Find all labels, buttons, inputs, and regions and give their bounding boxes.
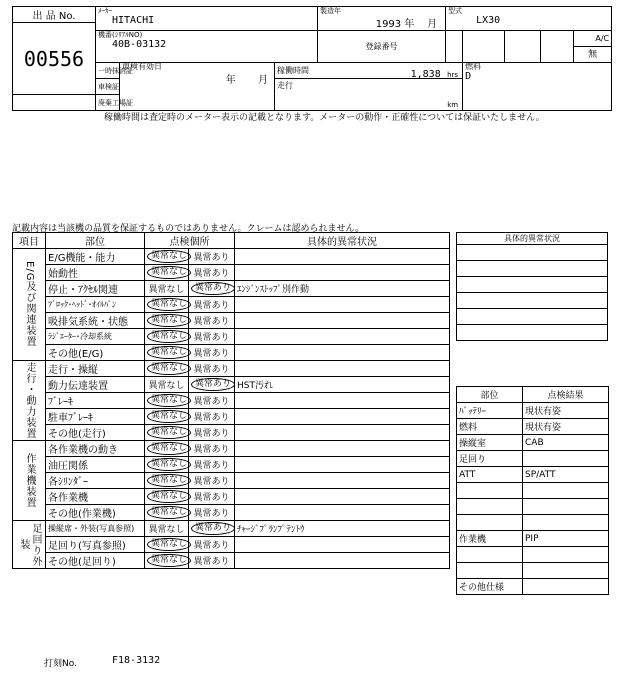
status-ok-cell <box>145 377 189 393</box>
results-value <box>523 563 609 579</box>
model-value: LX30 <box>476 15 501 26</box>
inspection-detail <box>235 537 450 553</box>
inspection-detail: ﾁｬｰｼﾞﾌﾟﾗﾝﾌﾟﾃﾝﾄｳ <box>235 521 450 537</box>
inspection-part: 動力伝達装置 <box>46 377 145 393</box>
results-part <box>457 515 523 531</box>
inspection-part: その他(作業機) <box>46 505 145 521</box>
inspection-part: 操縦席・外装(写真参照) <box>46 521 145 537</box>
inspection-detail <box>235 425 450 441</box>
reg-box-4 <box>541 31 574 63</box>
hours-label: 稼働時間 <box>275 63 463 79</box>
results-value: 現状有姿 <box>523 403 609 419</box>
status-ok: 異常なし <box>147 506 191 519</box>
lot-number: 00556 <box>13 23 96 95</box>
inspection-row <box>13 425 450 441</box>
inspect-valid-label: 車検有効日 <box>122 62 162 71</box>
status-ok-cell <box>145 249 189 265</box>
results-value: 現状有姿 <box>523 419 609 435</box>
status-ok: 異常なし <box>148 525 185 535</box>
status-ok-cell <box>145 361 189 377</box>
inspection-detail <box>235 265 450 281</box>
status-ok-cell <box>145 441 189 457</box>
inspection-detail: ｴﾝｼﾞﾝｽﾄｯﾌﾟ別作動 <box>235 281 450 297</box>
maker-label: ﾒｰｶｰ <box>98 7 112 15</box>
status-ng-cell <box>189 313 235 329</box>
results-row <box>457 515 609 531</box>
status-ng-cell <box>189 265 235 281</box>
inspect-year-unit: 年 <box>225 75 236 86</box>
status-ng: 異常あり <box>193 269 230 279</box>
status-ok-cell <box>145 281 189 297</box>
inspection-category: E/G及び関連装置 <box>13 249 46 361</box>
status-ng: 異常あり <box>193 253 230 263</box>
inspection-category: 作業機装置 <box>13 441 46 521</box>
status-ok: 異常なし <box>148 285 185 295</box>
status-ng-cell <box>189 393 235 409</box>
inspection-row <box>13 505 450 521</box>
col-detail-header: 具体的異常状況 <box>235 233 450 249</box>
results-part <box>457 499 523 515</box>
inspection-part: 吸排気系統・状態 <box>46 313 145 329</box>
status-ok-cell <box>145 425 189 441</box>
status-ng-cell <box>189 553 235 569</box>
status-ok: 異常なし <box>147 346 191 359</box>
status-ok: 異常なし <box>147 298 191 311</box>
results-value: PIP <box>523 531 609 547</box>
status-ng-cell <box>189 409 235 425</box>
inspection-row <box>13 441 450 457</box>
inspection-row <box>13 297 450 313</box>
status-ng: 異常あり <box>193 445 230 455</box>
temp-label: 一時抹消証 <box>96 63 120 79</box>
year-cell <box>318 7 446 31</box>
inspection-row <box>13 409 450 425</box>
inspection-detail <box>235 473 450 489</box>
inspection-detail: HST汚れ <box>235 377 450 393</box>
status-ok: 異常なし <box>147 442 191 455</box>
year-label: 製造年 <box>320 7 342 15</box>
status-ng: 異常あり <box>193 317 230 327</box>
status-ng: 異常あり <box>193 413 230 423</box>
status-ok: 異常なし <box>147 410 191 423</box>
right-detail-table <box>456 232 608 341</box>
inspection-part: 停止・ｱｸｾﾙ関連 <box>46 281 145 297</box>
col-part-header: 部位 <box>46 233 145 249</box>
inspection-row <box>13 393 450 409</box>
results-part <box>457 563 523 579</box>
fuel-label: 燃料 <box>465 62 482 71</box>
status-ng: 異常あり <box>193 557 230 567</box>
inspection-detail <box>235 297 450 313</box>
status-ng: 異常あり <box>193 541 230 551</box>
right-detail-header: 具体的異常状況 <box>457 233 608 245</box>
inspection-detail <box>235 489 450 505</box>
inspection-row <box>13 377 450 393</box>
inspection-part: 駐車ﾌﾞﾚｰｷ <box>46 409 145 425</box>
note-hours: 稼働時間は査定時のメーター表示の記載となります。メーターの動作・正確性については保証いたしません。 <box>104 113 545 123</box>
results-row <box>457 483 609 499</box>
inspection-detail <box>235 249 450 265</box>
inspection-row <box>13 249 450 265</box>
status-ok-cell <box>145 521 189 537</box>
model-label: 型式 <box>448 7 463 15</box>
results-value <box>523 547 609 563</box>
status-ng-cell <box>189 505 235 521</box>
hours-unit: hrs <box>447 71 459 79</box>
inspection-detail <box>235 345 450 361</box>
abolish-label: 廃棄工場証 <box>96 95 120 111</box>
results-row <box>457 403 609 419</box>
status-ng: 異常あり <box>191 522 235 535</box>
results-part: ATT <box>457 467 523 483</box>
header-table <box>12 6 612 111</box>
status-ng: 異常あり <box>193 301 230 311</box>
results-row <box>457 531 609 547</box>
results-col-result: 点検結果 <box>523 387 609 403</box>
status-ng: 異常あり <box>193 349 230 359</box>
status-ok-cell <box>145 409 189 425</box>
inspection-detail <box>235 393 450 409</box>
inspection-row <box>13 265 450 281</box>
results-row <box>457 563 609 579</box>
km-unit: km <box>447 101 459 109</box>
inspection-detail <box>235 441 450 457</box>
status-ok-cell <box>145 313 189 329</box>
results-row <box>457 435 609 451</box>
status-ok: 異常なし <box>147 426 191 439</box>
results-value <box>523 515 609 531</box>
status-ng-cell <box>189 249 235 265</box>
results-value: CAB <box>523 435 609 451</box>
inspection-row <box>13 345 450 361</box>
results-part: 足回り <box>457 451 523 467</box>
inspection-part: 各作業機 <box>46 489 145 505</box>
status-ok-cell <box>145 393 189 409</box>
inspection-part: その他(走行) <box>46 425 145 441</box>
status-ok: 異常なし <box>147 314 191 327</box>
inspection-row <box>13 537 450 553</box>
results-part: その他仕様 <box>457 579 523 595</box>
status-ng-cell <box>189 521 235 537</box>
results-value <box>523 499 609 515</box>
status-ng-cell <box>189 297 235 313</box>
status-ng-cell <box>189 377 235 393</box>
results-part: 操縦室 <box>457 435 523 451</box>
inspection-part: E/G機能・能力 <box>46 249 145 265</box>
note-quality: 記載内容は当該機の品質を保証するものではありません。クレームは認められません。 <box>12 224 365 234</box>
inspection-row <box>13 473 450 489</box>
status-ng-cell <box>189 425 235 441</box>
month-unit: 月 <box>427 19 438 30</box>
serial-label: 機番(ｼﾘｱﾙNO) <box>98 31 143 39</box>
results-row <box>457 547 609 563</box>
right-detail-row <box>457 245 608 261</box>
results-table <box>456 386 609 595</box>
inspection-detail <box>235 553 450 569</box>
reg-box-1 <box>446 31 463 63</box>
results-value <box>523 579 609 595</box>
inspection-part: 各作業機の動き <box>46 441 145 457</box>
status-ok: 異常なし <box>147 250 191 263</box>
inspection-row <box>13 457 450 473</box>
model-cell <box>446 7 612 31</box>
status-ok: 異常なし <box>147 330 191 343</box>
results-row <box>457 499 609 515</box>
inspection-table <box>12 232 450 569</box>
status-ng: 異常あり <box>193 509 230 519</box>
inspection-detail <box>235 409 450 425</box>
results-row <box>457 467 609 483</box>
results-value <box>523 483 609 499</box>
maker-value: HITACHI <box>112 15 155 26</box>
status-ok-cell <box>145 553 189 569</box>
inspection-part: 始動性 <box>46 265 145 281</box>
inspection-part: 各ｼﾘﾝﾀﾞｰ <box>46 473 145 489</box>
results-row <box>457 451 609 467</box>
status-ok: 異常なし <box>147 458 191 471</box>
status-ng-cell <box>189 537 235 553</box>
status-ng: 異常あり <box>193 493 230 503</box>
inspection-category: 足回り外装 <box>13 521 46 569</box>
status-ok-cell <box>145 457 189 473</box>
status-ok-cell <box>145 345 189 361</box>
status-ok: 異常なし <box>147 394 191 407</box>
status-ng: 異常あり <box>193 477 230 487</box>
status-ng: 異常あり <box>193 333 230 343</box>
right-detail-row <box>457 261 608 277</box>
status-ng-cell <box>189 281 235 297</box>
right-detail-row <box>457 293 608 309</box>
inspection-detail <box>235 505 450 521</box>
inspection-row <box>13 313 450 329</box>
status-ok-cell <box>145 505 189 521</box>
inspection-part: ﾌﾞﾛｯｸ･ﾍｯﾄﾞ･ｵｲﾙﾊﾟﾝ <box>46 297 145 313</box>
inspection-part: ﾗｼﾞｴｰﾀｰ･冷却系統 <box>46 329 145 345</box>
results-row <box>457 579 609 595</box>
inspection-row <box>13 521 450 537</box>
status-ng-cell <box>189 361 235 377</box>
reg-label: 登録番号 <box>318 31 446 63</box>
ac-value: 無 <box>574 47 612 63</box>
inspection-row <box>13 553 450 569</box>
status-ng-cell <box>189 489 235 505</box>
col-item-header: 項目 <box>13 233 46 249</box>
year-unit: 年 <box>404 19 415 30</box>
status-ng: 異常あり <box>193 461 230 471</box>
right-detail-row <box>457 309 608 325</box>
status-ok-cell <box>145 329 189 345</box>
run-label: 走行 <box>277 81 293 90</box>
inspection-row <box>13 281 450 297</box>
status-ng: 異常あり <box>193 429 230 439</box>
results-value <box>523 451 609 467</box>
status-ok-cell <box>145 473 189 489</box>
hours-value: 1,838 <box>410 69 441 80</box>
year-value: 1993 <box>375 19 402 30</box>
results-part <box>457 483 523 499</box>
status-ok-cell <box>145 537 189 553</box>
right-detail-row <box>457 277 608 293</box>
status-ok: 異常なし <box>147 490 191 503</box>
lot-label: 出 品 No. <box>13 7 96 23</box>
fuel-value: D <box>465 71 472 82</box>
serial-value: 40B-03132 <box>112 39 167 50</box>
results-part: 燃料 <box>457 419 523 435</box>
inspection-part: その他(足回り) <box>46 553 145 569</box>
results-part <box>457 547 523 563</box>
inspection-part: 足回り(写真参照) <box>46 537 145 553</box>
maker-cell <box>96 7 318 31</box>
fuel-cell <box>463 63 612 111</box>
inspection-part: 油圧関係 <box>46 457 145 473</box>
inspection-detail <box>235 329 450 345</box>
inspection-row <box>13 489 450 505</box>
inspection-detail <box>235 457 450 473</box>
inspect-month-unit: 月 <box>258 75 268 86</box>
inspection-row <box>13 329 450 345</box>
results-part: ﾊﾞｯﾃﾘｰ <box>457 403 523 419</box>
inspection-part: その他(E/G) <box>46 345 145 361</box>
results-value: SP/ATT <box>523 467 609 483</box>
results-part: 作業機 <box>457 531 523 547</box>
status-ng-cell <box>189 457 235 473</box>
status-ok: 異常なし <box>147 538 191 551</box>
status-ng: 異常あり <box>193 365 230 375</box>
status-ng-cell <box>189 473 235 489</box>
inspection-part: ﾌﾞﾚｰｷ <box>46 393 145 409</box>
serial-cell <box>96 31 318 63</box>
engraving-value: F18-3132 <box>112 655 161 666</box>
inspection-row <box>13 361 450 377</box>
inspection-detail <box>235 313 450 329</box>
status-ng: 異常あり <box>193 397 230 407</box>
status-ng: 異常あり <box>191 282 235 295</box>
ac-label: A/C <box>574 31 612 47</box>
reg-box-2 <box>463 31 505 63</box>
status-ok: 異常なし <box>147 362 191 375</box>
status-ok: 異常なし <box>147 266 191 279</box>
status-ng-cell <box>189 345 235 361</box>
col-check-header: 点検個所 <box>145 233 235 249</box>
status-ng-cell <box>189 329 235 345</box>
inspection-part: 走行・操縦 <box>46 361 145 377</box>
cert-label: 車検証 <box>96 79 120 95</box>
status-ok-cell <box>145 489 189 505</box>
inspect-valid-cell <box>120 63 275 111</box>
right-detail-row <box>457 325 608 341</box>
status-ok: 異常なし <box>147 554 191 567</box>
status-ok: 異常なし <box>148 381 185 391</box>
inspection-detail <box>235 361 450 377</box>
status-ok-cell <box>145 265 189 281</box>
status-ng: 異常あり <box>191 378 235 391</box>
status-ng-cell <box>189 441 235 457</box>
engraving-label: 打刻No. <box>44 659 77 669</box>
status-ok-cell <box>145 297 189 313</box>
results-col-part: 部位 <box>457 387 523 403</box>
status-ok: 異常なし <box>147 474 191 487</box>
reg-box-3 <box>505 31 541 63</box>
results-row <box>457 419 609 435</box>
inspection-category: 走行・動力装置 <box>13 361 46 441</box>
